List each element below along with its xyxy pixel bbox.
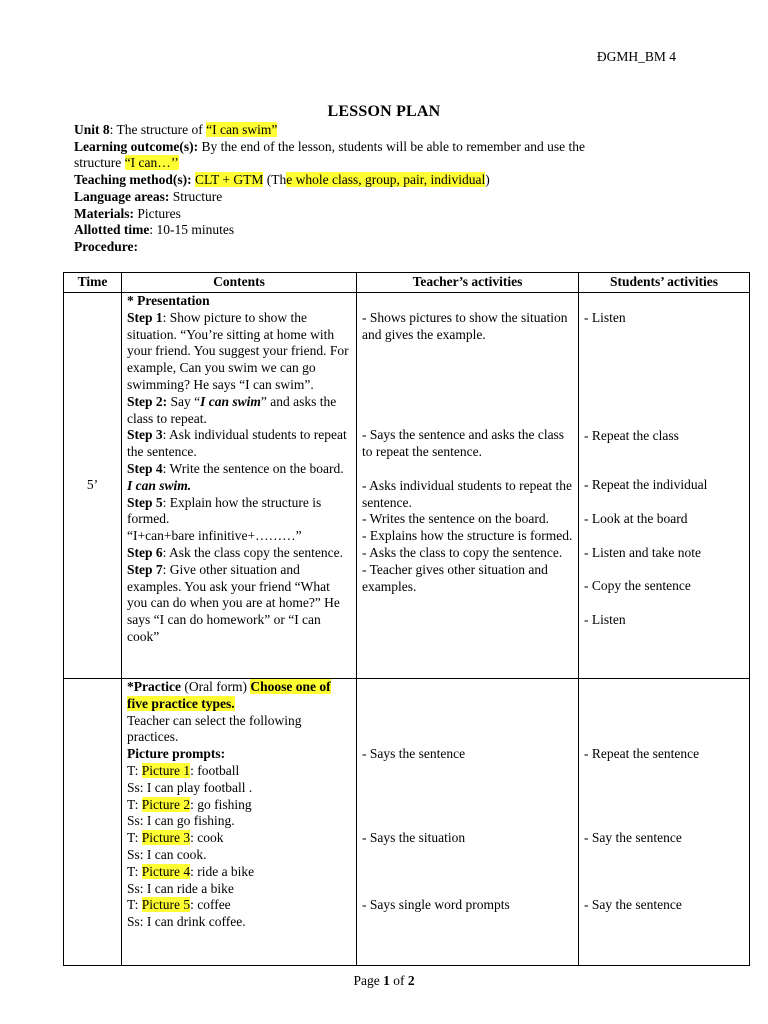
unit-text: : The structure of (109, 122, 207, 137)
header-contents: Contents (122, 273, 357, 293)
unit-label: Unit 8 (74, 122, 110, 137)
students-cell (579, 293, 750, 679)
header-students: Students’ activities (579, 273, 750, 293)
teacher-activity-1: - Shows pictures to show the situation and gives the example. (362, 309, 568, 342)
method-text-2: ) (485, 172, 490, 188)
answer-1: Ss: I can play football . (127, 779, 253, 795)
prompt-4 (127, 864, 351, 881)
page-footer (0, 973, 768, 989)
step-3 (127, 427, 351, 461)
step-5-text: : Explain how the structure is formed. (127, 494, 322, 527)
areas-label: Language areas: (74, 188, 170, 204)
prompt-5-picture: Picture 5 (141, 897, 191, 913)
teacher-activity-3: - Asks individual students to repeat the sentence. (362, 477, 572, 510)
method-highlight-2: e whole class, group, pair, individual (286, 172, 486, 188)
prompt-3-picture: Picture 3 (141, 830, 191, 846)
prompt-3-text: : cook (190, 830, 224, 846)
step-4-label: Step 4 (127, 460, 163, 476)
practice-student-activity-2: - Say the sentence (584, 829, 682, 845)
step-3-label: Step 3 (127, 427, 163, 443)
time-line (74, 222, 694, 239)
prompt-2 (127, 797, 351, 814)
prompt-5-t: T: (127, 897, 142, 913)
step-6-text: : Ask the class copy the sentence. (162, 544, 343, 560)
step-7 (127, 562, 351, 646)
time-text: : 10-15 minutes (149, 222, 235, 238)
table-header-row (64, 273, 750, 293)
outcome-label: Learning outcome(s): (74, 138, 199, 154)
method-label: Teaching method(s): (74, 172, 192, 188)
outcome-line (74, 139, 694, 156)
step-1-text: : Show picture to show the situation. “You’re sitting at home with your friend. You suggest your friend. For example, Can you swim we can go swimming? He says “I can swim”. (127, 309, 349, 392)
step-4-emphasis: I can swim. (127, 477, 192, 493)
prompt-1-picture: Picture 1 (141, 762, 191, 778)
materials-line (74, 206, 694, 223)
step-1-label: Step 1 (127, 309, 163, 325)
prompt-3 (127, 830, 351, 847)
step-2-text-2: ” and asks the class to repeat. (127, 393, 337, 426)
step-4 (127, 461, 351, 495)
prompt-2-text: : go fishing (190, 796, 252, 812)
outcome-highlight: “I can…’’ (124, 155, 179, 171)
time-cell-empty (64, 679, 122, 966)
footer-of: of (389, 973, 408, 988)
outcome-text-2: structure (74, 155, 125, 171)
prompt-1-t: T: (127, 762, 142, 778)
step-5 (127, 495, 351, 529)
prompt-3-t: T: (127, 830, 142, 846)
step-2-emphasis: I can swim (200, 393, 261, 409)
practice-student-activity-3: - Say the sentence (584, 896, 682, 912)
practice-heading (127, 679, 351, 713)
step-4-text: : Write the sentence on the board. (162, 460, 344, 476)
method-line (74, 172, 694, 189)
materials-text: Pictures (133, 205, 181, 221)
step-2 (127, 394, 351, 428)
header-time: Time (64, 273, 122, 293)
outcome-line-2 (74, 155, 694, 172)
footer-prefix: Page (353, 973, 384, 988)
student-activity-1: - Listen (584, 309, 626, 325)
practice-students-cell (579, 679, 750, 966)
practice-label: *Practice (127, 679, 181, 694)
page-title: LESSON PLAN (327, 103, 441, 120)
prompt-5 (127, 897, 351, 914)
prompt-2-picture: Picture 2 (141, 796, 191, 812)
student-activity-6: - Copy the sentence (584, 578, 691, 594)
unit-highlight: “I can swim” (206, 122, 278, 137)
materials-label: Materials: (74, 205, 134, 221)
student-activity-7: - Listen (584, 611, 626, 627)
outcome-text: By the end of the lesson, students will be able to remember and use the (198, 138, 586, 154)
footer-total-pages: 2 (407, 973, 415, 988)
practice-intro: Teacher can select the following practices. (127, 712, 302, 745)
areas-line (74, 189, 694, 206)
document-code: ĐGMH_BM 4 (596, 49, 676, 64)
step-2-label: Step 2: (127, 393, 168, 409)
answer-5: Ss: I can drink coffee. (127, 914, 246, 930)
presentation-heading: * Presentation (127, 293, 210, 308)
unit-line (74, 122, 694, 139)
lesson-meta (74, 122, 694, 256)
method-text-1: (Th (263, 172, 287, 188)
step-1 (127, 310, 351, 394)
teacher-activity-4: - Writes the sentence on the board. (362, 511, 550, 527)
prompt-4-text: : ride a bike (190, 863, 255, 879)
procedure-line (74, 239, 694, 256)
picture-prompts-label: Picture prompts: (127, 746, 226, 762)
prompt-1 (127, 763, 351, 780)
procedure-label: Procedure: (74, 238, 138, 254)
prompt-1-text: : football (190, 762, 240, 778)
practice-teacher-activity-3: - Says single word prompts (362, 896, 510, 912)
practice-student-activity-1: - Repeat the sentence (584, 746, 700, 761)
practice-contents-cell (122, 679, 357, 966)
footer-current-page: 1 (383, 973, 390, 988)
prompt-5-text: : coffee (190, 897, 231, 913)
prompt-4-t: T: (127, 863, 142, 879)
teacher-activity-7: - Teacher gives other situation and examples. (362, 561, 548, 594)
step-6-label: Step 6 (127, 544, 163, 560)
teacher-activity-5: - Explains how the structure is formed. (362, 528, 573, 544)
answer-2: Ss: I can go fishing. (127, 813, 235, 829)
step-3-text: : Ask individual students to repeat the sentence. (127, 427, 347, 460)
step-6 (127, 545, 351, 562)
answer-3: Ss: I can cook. (127, 846, 207, 862)
time-label: Allotted time (74, 222, 150, 238)
contents-cell (122, 293, 357, 679)
practice-heading-text: (Oral form) (180, 679, 251, 694)
step-2-text-1: Say “ (167, 393, 201, 409)
table-row-practice (64, 679, 750, 966)
student-activity-4: - Look at the board (584, 510, 688, 526)
prompt-2-t: T: (127, 796, 142, 812)
step-5-label: Step 5 (127, 494, 163, 510)
areas-text: Structure (169, 188, 223, 204)
practice-teacher-cell (357, 679, 579, 966)
teacher-cell (357, 293, 579, 679)
practice-teacher-activity-1: - Says the sentence (362, 746, 466, 761)
practice-teacher-activity-2: - Says the situation (362, 829, 466, 845)
answer-4: Ss: I can ride a bike (127, 880, 234, 896)
practice-highlight: Choose one of five practice types. (127, 679, 331, 711)
teacher-activity-6: - Asks the class to copy the sentence. (362, 544, 563, 560)
step-7-text: : Give other situation and examples. You ask your friend “What you can do when you are at home?” He says “I can do homework” or “I can cook” (127, 561, 340, 644)
step-5-formula: “I+can+bare infinitive+………” (127, 528, 302, 544)
time-cell: 5’ (64, 293, 122, 679)
student-activity-2: - Repeat the class (584, 427, 679, 443)
teacher-activity-2: - Says the sentence and asks the class to repeat the sentence. (362, 427, 565, 460)
procedure-table (63, 272, 750, 966)
method-highlight-1: CLT + GTM (195, 172, 264, 188)
prompt-4-picture: Picture 4 (141, 863, 191, 879)
table-row-presentation (64, 293, 750, 679)
header-teacher: Teacher’s activities (357, 273, 579, 293)
student-activity-3: - Repeat the individual (584, 477, 708, 493)
step-7-label: Step 7 (127, 561, 163, 577)
student-activity-5: - Listen and take note (584, 544, 701, 560)
